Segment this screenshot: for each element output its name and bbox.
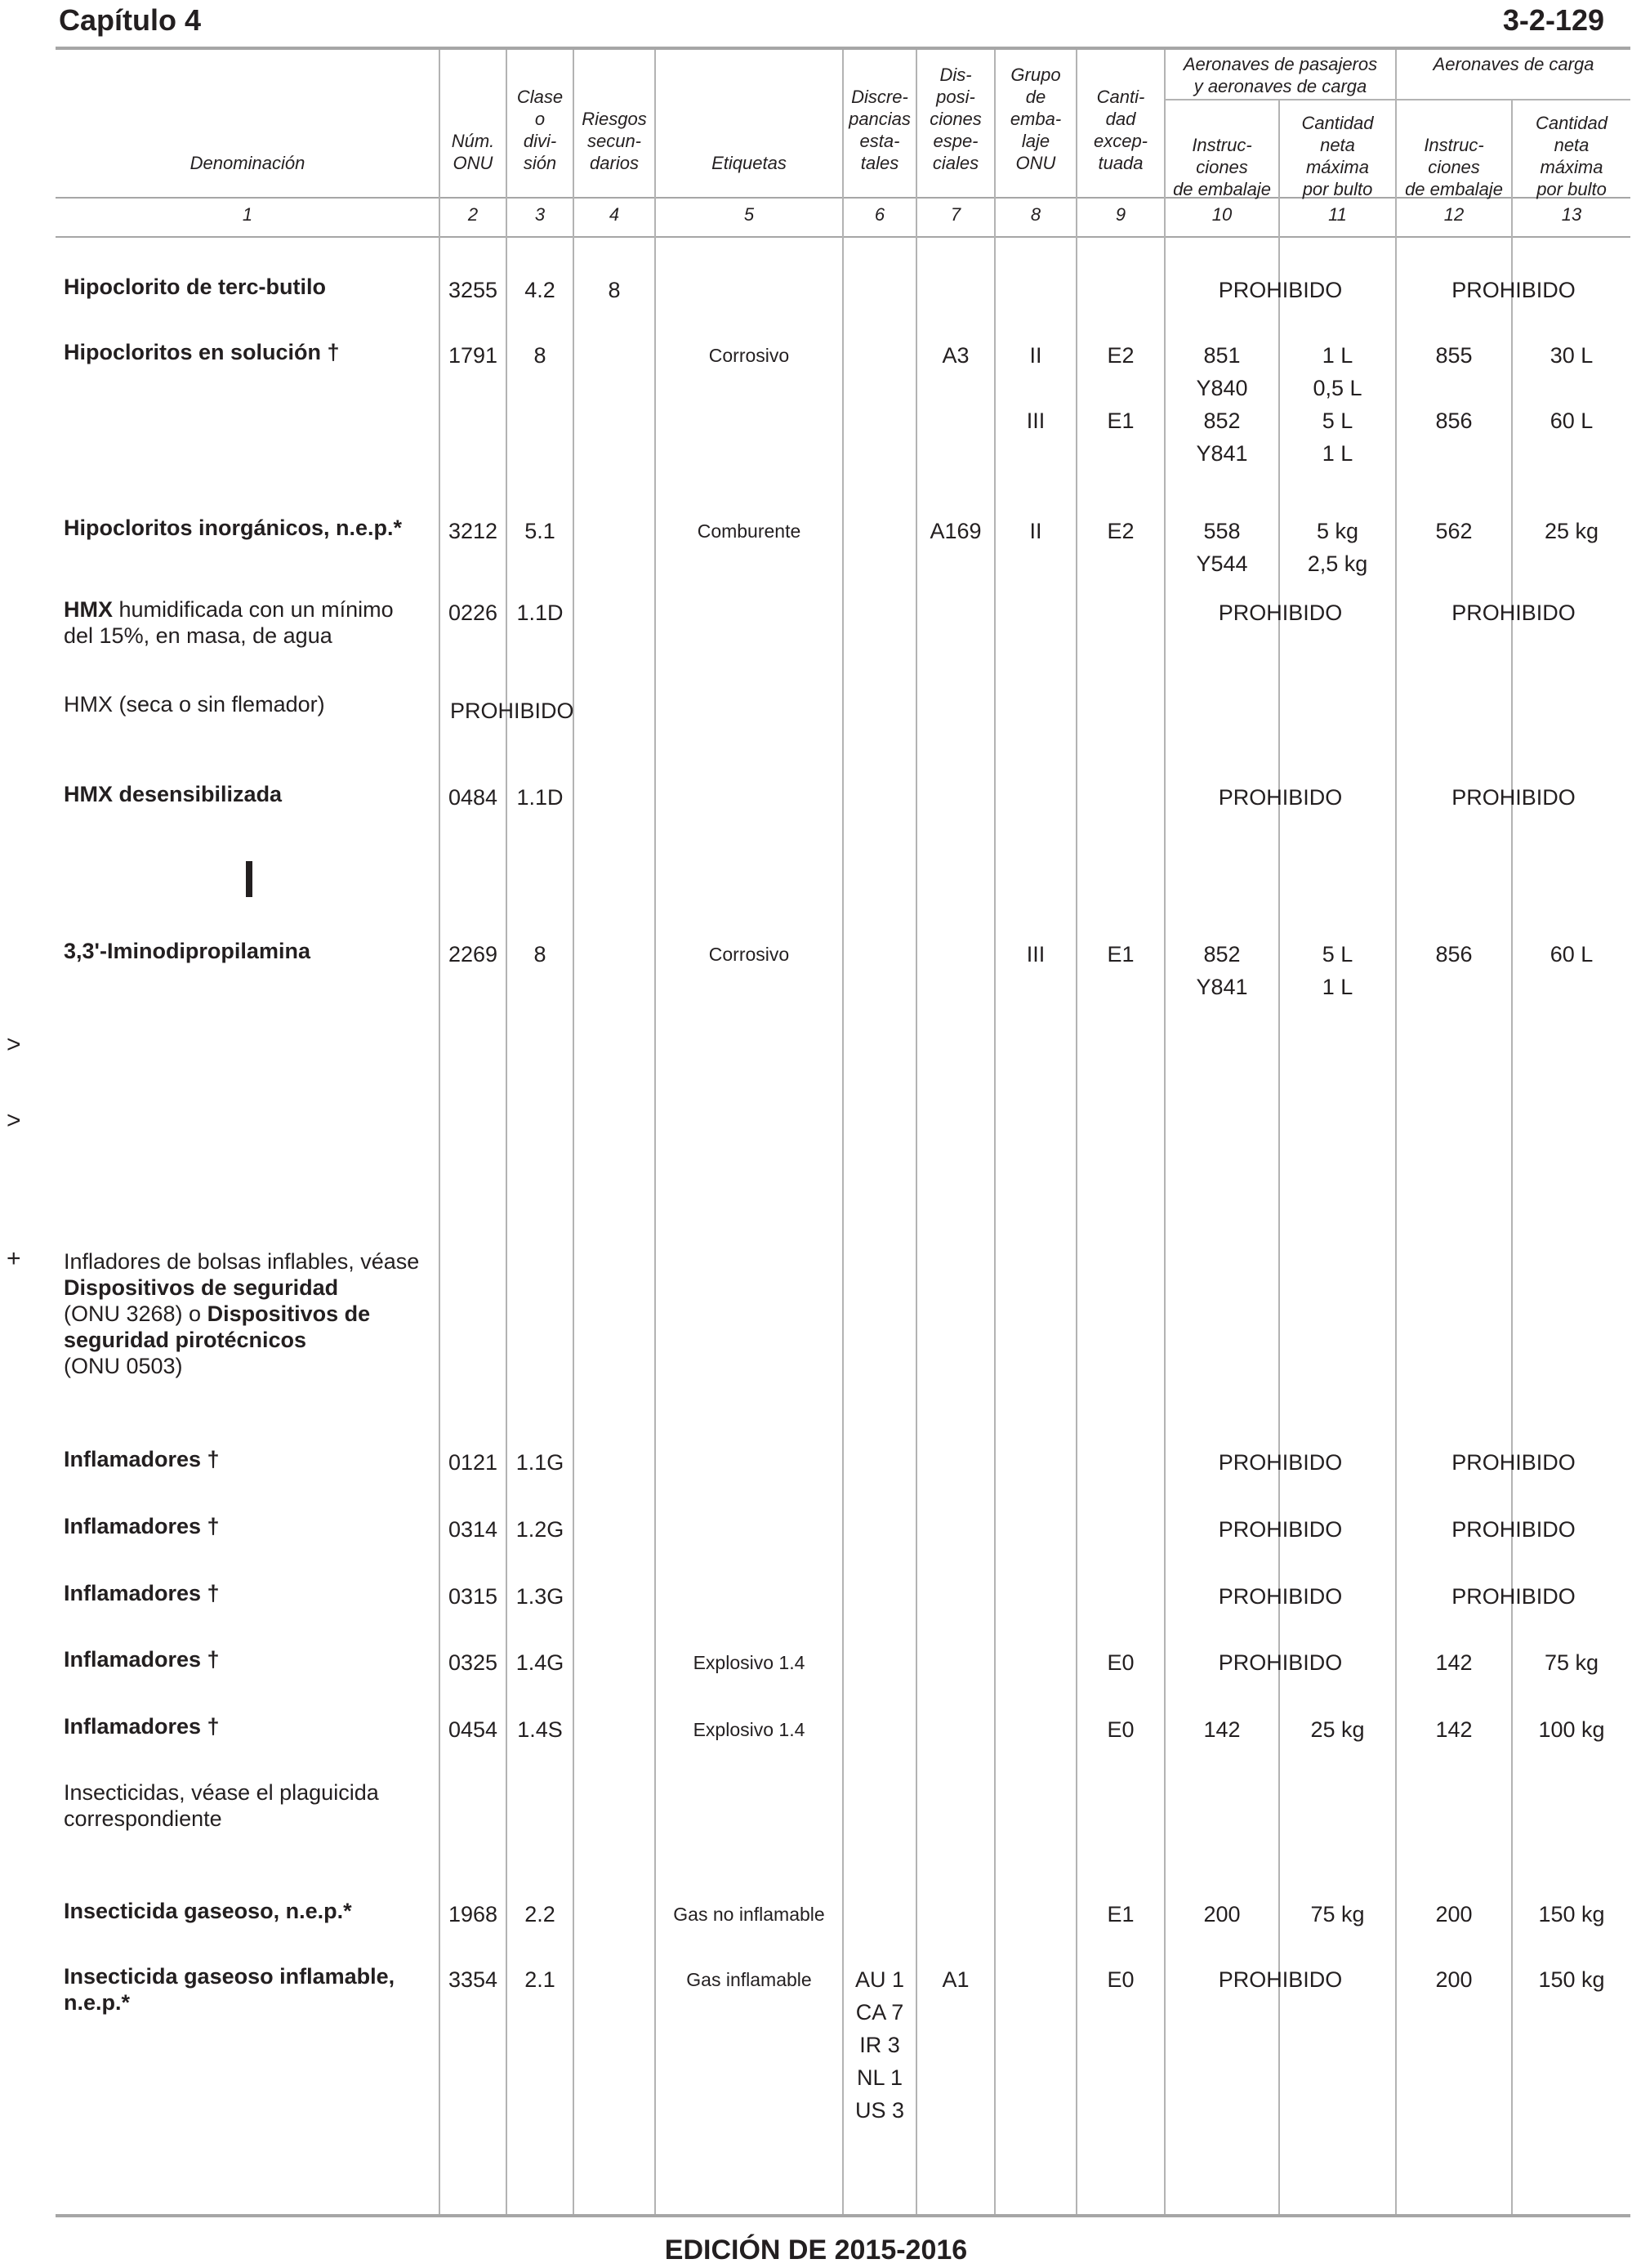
pax-packing-instruction: 852 [1203, 942, 1241, 967]
group-rule [1164, 99, 1630, 100]
col-header-grupo: Grupo de emba- laje ONU [1010, 65, 1062, 173]
excepted-quantity: E0 [1107, 1650, 1135, 1675]
pax-packing-instruction: 851 [1203, 343, 1241, 368]
label: Corrosivo [708, 345, 790, 366]
col-header-denominacion: Denominación [190, 153, 305, 173]
col-number: 10 [1211, 204, 1233, 225]
class-division: 1.3G [515, 1584, 564, 1609]
cross-reference: Insecticidas, véase el plaguicida correspondiente [64, 1780, 379, 1831]
pax-prohibited: PROHIBIDO [1218, 1967, 1343, 1992]
state-variations [844, 1963, 916, 2127]
substance-name: Inflamadores † [64, 1714, 220, 1739]
cargo-packing-instruction: 200 [1435, 1902, 1473, 1926]
class-division: 1.2G [515, 1517, 564, 1542]
substance-name: Hipoclorito de terc-butilo [64, 275, 326, 299]
col-divider [439, 50, 440, 2214]
substance-name: Hipocloritos inorgánicos, n.e.p.* [64, 516, 403, 540]
col-number: 2 [467, 204, 479, 225]
special-provision: A1 [942, 1967, 970, 1992]
pax-packing-instruction: 852 [1203, 409, 1241, 433]
col-group-carga: Aeronaves de carga [1433, 54, 1594, 74]
label: Explosivo 1.4 [693, 1719, 805, 1740]
col-number: 6 [874, 204, 885, 225]
pax-packing-instruction: Y544 [1196, 551, 1248, 576]
un-number: 3354 [448, 1967, 498, 1992]
col-divider [573, 50, 574, 2214]
col-divider [1076, 50, 1077, 2214]
page-number: 3-2-129 [1502, 3, 1604, 37]
un-number: 0484 [448, 785, 498, 810]
un-number: 0325 [448, 1650, 498, 1675]
label: Comburente [697, 520, 801, 542]
un-number: 3255 [448, 278, 498, 302]
col-header-cantidad-carga: Cantidad neta máxima por bulto [1535, 113, 1608, 199]
pax-prohibited: PROHIBIDO [1218, 785, 1343, 810]
state-variation: NL 1 [856, 2065, 903, 2090]
col-number: 8 [1030, 204, 1041, 225]
col-number: 5 [743, 204, 755, 225]
un-number: 3212 [448, 519, 498, 543]
substance-name-bold: HMX [64, 597, 113, 622]
secondary-risk: 8 [608, 278, 621, 302]
cargo-prohibited: PROHIBIDO [1451, 785, 1576, 810]
bottom-rule [56, 2214, 1630, 2217]
excepted-quantity: E1 [1107, 409, 1135, 433]
cross-reference [64, 1248, 439, 1379]
col-number: 4 [609, 204, 620, 225]
pax-prohibited: PROHIBIDO [1218, 1517, 1343, 1542]
col-divider [654, 50, 656, 2214]
state-variation: IR 3 [859, 2033, 900, 2057]
edition-footer: EDICIÓN DE 2015-2016 [664, 2235, 968, 2266]
pax-prohibited: PROHIBIDO [1218, 600, 1343, 625]
cargo-max-quantity: 30 L [1550, 343, 1594, 368]
class-division: 1.4G [515, 1650, 564, 1675]
pax-packing-instruction: Y840 [1196, 376, 1248, 400]
un-number: 0121 [448, 1450, 498, 1475]
col-divider [506, 50, 507, 2214]
substance-name [64, 596, 415, 649]
pax-max-quantity: 25 kg [1310, 1717, 1365, 1742]
margin-mark: + [7, 1245, 21, 1272]
col-header-instrucciones-carga: Instruc- ciones de embalaje [1405, 135, 1503, 199]
substance-name: Insecticida gaseoso inflamable, n.e.p.* [64, 1964, 395, 2015]
state-variation: US 3 [854, 2098, 905, 2123]
pax-max-quantity: 1 L [1322, 975, 1353, 999]
cargo-packing-instruction: 200 [1435, 1967, 1473, 1992]
substance-name: Hipocloritos en solución † [64, 340, 340, 364]
packing-group: II [1029, 519, 1042, 543]
col-header-clase: Clase o divi- sión [516, 87, 564, 173]
col-number: 13 [1561, 204, 1582, 225]
xref-text: Infladores de bolsas inflables, véase [64, 1249, 420, 1274]
cargo-prohibited: PROHIBIDO [1451, 1517, 1576, 1542]
pax-max-quantity: 0,5 L [1313, 376, 1362, 400]
cargo-packing-instruction: 142 [1435, 1650, 1473, 1675]
cargo-max-quantity: 25 kg [1544, 519, 1599, 543]
cargo-packing-instruction: 562 [1435, 519, 1473, 543]
cargo-max-quantity: 60 L [1550, 409, 1594, 433]
cargo-prohibited: PROHIBIDO [1451, 600, 1576, 625]
class-division: 1.1G [515, 1450, 564, 1475]
class-division: 8 [533, 343, 546, 368]
pax-packing-instruction: Y841 [1196, 975, 1248, 999]
xref-text: (ONU 3268) o [64, 1301, 207, 1326]
special-provision: A3 [942, 343, 970, 368]
substance-name: HMX desensibilizada [64, 782, 283, 806]
un-number: 0454 [448, 1717, 498, 1742]
margin-mark: > [7, 1031, 21, 1058]
cargo-packing-instruction: 856 [1435, 942, 1473, 967]
pax-packing-instruction: 142 [1203, 1717, 1241, 1742]
excepted-quantity: E0 [1107, 1967, 1135, 1992]
col-divider [916, 50, 917, 2214]
class-division: 2.1 [524, 1967, 555, 1992]
col-number: 12 [1443, 204, 1465, 225]
cargo-max-quantity: 150 kg [1538, 1967, 1605, 1992]
substance-name: Inflamadores † [64, 1514, 220, 1538]
pax-max-quantity: 2,5 kg [1307, 551, 1368, 576]
cargo-max-quantity: 100 kg [1538, 1717, 1605, 1742]
label: Gas no inflamable [673, 1904, 825, 1925]
un-number: 0226 [448, 600, 498, 625]
special-provision: A169 [930, 519, 982, 543]
col-number: 7 [950, 204, 961, 225]
col-header-cantidad-exceptuada: Canti- dad excep- tuada [1093, 87, 1148, 173]
pax-max-quantity: 5 kg [1316, 519, 1359, 543]
excepted-quantity: E2 [1107, 343, 1135, 368]
xref-bold: Dispositivos de [207, 1301, 371, 1326]
margin-mark: > [7, 1107, 21, 1134]
class-division: 4.2 [524, 278, 555, 302]
substance-name: Insecticida gaseoso, n.e.p.* [64, 1899, 352, 1923]
substance-name: Inflamadores † [64, 1447, 220, 1471]
cargo-packing-instruction: 142 [1435, 1717, 1473, 1742]
col-number: 11 [1328, 204, 1347, 225]
prohibited: PROHIBIDO [450, 699, 574, 723]
un-number: 2269 [448, 942, 498, 967]
label: Gas inflamable [686, 1969, 812, 1990]
cargo-prohibited: PROHIBIDO [1451, 1584, 1576, 1609]
chapter-title: Capítulo 4 [59, 3, 202, 37]
col-header-cantidad-pax: Cantidad neta máxima por bulto [1301, 113, 1374, 199]
class-division: 1.4S [517, 1717, 563, 1742]
class-division: 8 [533, 942, 546, 967]
label: Corrosivo [708, 944, 790, 965]
pax-prohibited: PROHIBIDO [1218, 1450, 1343, 1475]
cargo-prohibited: PROHIBIDO [1451, 278, 1576, 302]
pax-max-quantity: 1 L [1322, 441, 1353, 466]
cargo-packing-instruction: 856 [1435, 409, 1473, 433]
state-variation: CA 7 [855, 2000, 904, 2025]
cargo-max-quantity: 75 kg [1544, 1650, 1599, 1675]
col-group-pasajeros: Aeronaves de pasajeros y aeronaves de carga [1183, 54, 1378, 96]
col-header-riesgos: Riesgos secun- darios [582, 109, 647, 173]
class-division: 2.2 [524, 1902, 555, 1926]
excepted-quantity: E1 [1107, 942, 1135, 967]
substance-name: Inflamadores † [64, 1581, 220, 1605]
col-divider [1395, 50, 1397, 2214]
pax-max-quantity: 1 L [1322, 343, 1353, 368]
excepted-quantity: E2 [1107, 519, 1135, 543]
class-division: 1.1D [516, 600, 564, 625]
xref-text: (ONU 0503) [64, 1354, 183, 1378]
col-number: 1 [242, 204, 253, 225]
col-header-num-onu: Núm. ONU [451, 131, 495, 173]
pax-max-quantity: 5 L [1322, 942, 1353, 967]
pax-prohibited: PROHIBIDO [1218, 1584, 1343, 1609]
class-division: 1.1D [516, 785, 564, 810]
substance-name: Inflamadores † [64, 1647, 220, 1672]
col-divider [994, 50, 996, 2214]
change-bar [246, 861, 252, 897]
cargo-max-quantity: 150 kg [1538, 1902, 1605, 1926]
excepted-quantity: E0 [1107, 1717, 1135, 1742]
col-number: 3 [534, 204, 546, 225]
substance-name: HMX (seca o sin flemador) [64, 692, 325, 717]
pax-max-quantity: 75 kg [1310, 1902, 1365, 1926]
xref-bold: seguridad pirotécnicos [64, 1328, 307, 1352]
packing-group: III [1026, 942, 1046, 967]
packing-group: II [1029, 343, 1042, 368]
packing-group: III [1026, 409, 1046, 433]
cargo-max-quantity: 60 L [1550, 942, 1594, 967]
col-number: 9 [1115, 204, 1126, 225]
pax-packing-instruction: 200 [1203, 1902, 1241, 1926]
col-header-etiquetas: Etiquetas [711, 153, 787, 173]
xref-bold: Dispositivos de seguridad [64, 1275, 339, 1300]
pax-packing-instruction: 558 [1203, 519, 1241, 543]
pax-packing-instruction: Y841 [1196, 441, 1248, 466]
un-number: 0315 [448, 1584, 498, 1609]
pax-prohibited: PROHIBIDO [1218, 278, 1343, 302]
un-number: 1791 [448, 343, 498, 368]
substance-name-rest: humidificada con un mínimo del 15%, en masa, de agua [64, 597, 394, 648]
class-division: 5.1 [524, 519, 555, 543]
col-header-disposiciones: Dis- posi- ciones espe- ciales [930, 65, 982, 173]
col-divider [842, 50, 844, 2214]
pax-prohibited: PROHIBIDO [1218, 1650, 1343, 1675]
state-variation: AU 1 [854, 1967, 905, 1992]
un-number: 0314 [448, 1517, 498, 1542]
label: Explosivo 1.4 [693, 1652, 805, 1673]
excepted-quantity: E1 [1107, 1902, 1135, 1926]
substance-name: 3,3'-Iminodipropilamina [64, 939, 310, 963]
cargo-prohibited: PROHIBIDO [1451, 1450, 1576, 1475]
cargo-packing-instruction: 855 [1435, 343, 1473, 368]
col-header-discrepancias: Discre- pancias esta- tales [849, 87, 911, 173]
pax-max-quantity: 5 L [1322, 409, 1353, 433]
un-number: 1968 [448, 1902, 498, 1926]
col-header-instrucciones-pax: Instruc- ciones de embalaje [1173, 135, 1271, 199]
